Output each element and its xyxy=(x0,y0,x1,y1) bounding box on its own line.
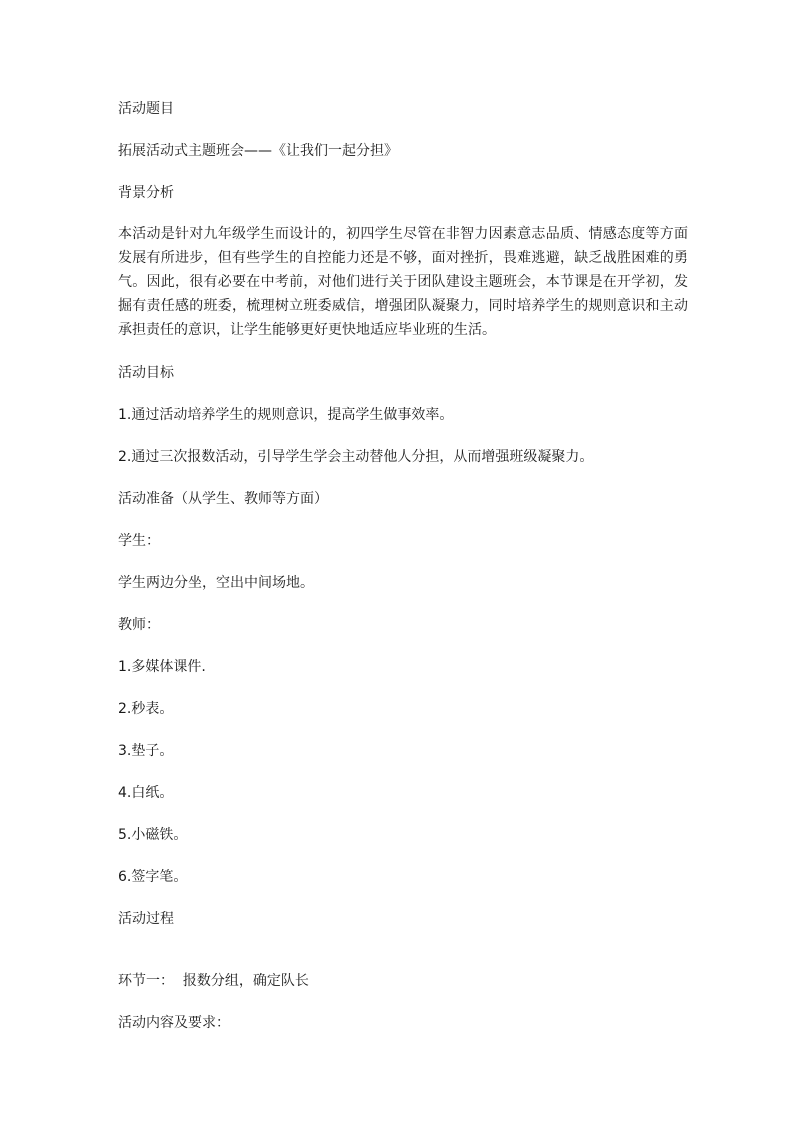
students-label: 学生： xyxy=(118,533,160,549)
teacher-label: 教师： xyxy=(118,617,160,633)
heading-goals: 活动目标 xyxy=(118,365,174,381)
teacher-item: 2.秒表。 xyxy=(118,701,174,717)
activity-title: 拓展活动式主题班会——《让我们一起分担》 xyxy=(118,143,398,159)
teacher-item: 5.小磁铁。 xyxy=(118,827,188,843)
teacher-item: 4.白纸。 xyxy=(118,785,174,801)
heading-preparation: 活动准备（从学生、教师等方面） xyxy=(118,491,328,507)
teacher-item: 1.多媒体课件. xyxy=(118,659,206,675)
content-requirements-label: 活动内容及要求： xyxy=(118,1015,230,1031)
heading-background: 背景分析 xyxy=(118,185,174,201)
teacher-item: 6.签字笔。 xyxy=(118,869,188,885)
goal-item: 1.通过活动培养学生的规则意识，提高学生做事效率。 xyxy=(118,407,454,423)
goal-item: 2.通过三次报数活动，引导学生学会主动替他人分担，从而增强班级凝聚力。 xyxy=(118,449,594,465)
teacher-item: 3.垫子。 xyxy=(118,743,174,759)
background-paragraph: 本活动是针对九年级学生而设计的，初四学生尽管在非智力因素意志品质、情感态度等方面发展有所进步，但有些学生的自控能力还是不够，面对挫折，畏难逃避，缺乏战胜困难的勇气。因此，很有必要在中考前，对他们进行关于团队建设主题班会，本节课是在开学初，发掘有责任感的班委，梳理树立班委威信，增强团队凝聚力，同时培养学生的规则意识和主动承担责任的意识，让学生能够更好更快地适应毕业班的生活。 xyxy=(118,226,688,338)
heading-activity-title: 活动题目 xyxy=(118,101,174,117)
document-page xyxy=(118,96,688,1036)
students-text: 学生两边分坐，空出中间场地。 xyxy=(118,575,314,591)
heading-process: 活动过程 xyxy=(118,911,174,927)
step-one: 环节一： 报数分组，确定队长 xyxy=(118,973,309,989)
